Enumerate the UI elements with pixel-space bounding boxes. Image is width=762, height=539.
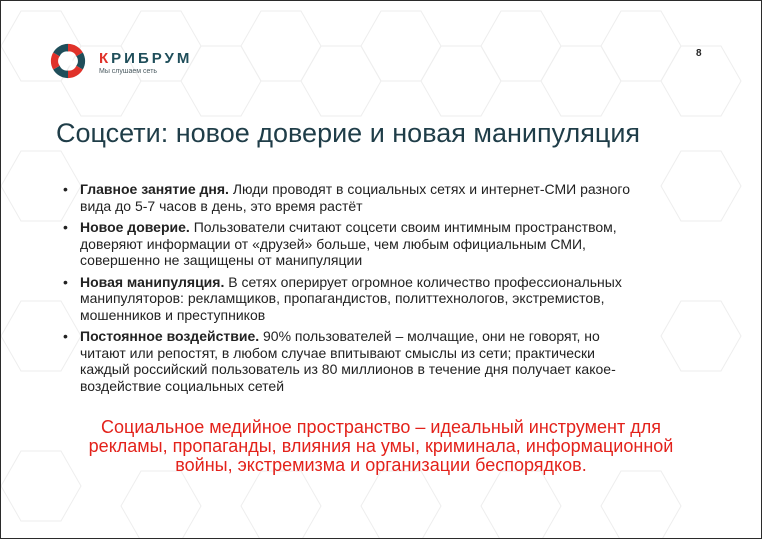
conclusion-line: Социальное медийное пространство – идеальный инструмент для	[101, 417, 661, 437]
slide-title: Соцсети: новое доверие и новая манипуляция	[56, 118, 641, 148]
bullet-line	[80, 274, 703, 291]
bullet-text: доверяют информации от «друзей» больше, чем любым официальным СМИ,	[80, 235, 586, 252]
bullet-line	[80, 219, 703, 236]
bullet-item-constant-impact	[63, 328, 703, 394]
bullet-text: Пользователи считают соцсети своим интимным пространством,	[193, 219, 617, 235]
bullet-text: воздействие социальных сетей	[80, 377, 285, 394]
bullet-title: Новое доверие.	[80, 219, 190, 235]
bullet-item-new-trust	[63, 219, 703, 269]
bullet-title: Постоянное воздействие.	[80, 328, 260, 344]
bullet-list	[63, 181, 703, 399]
bullet-title: Главное занятие дня.	[80, 181, 229, 197]
pinwheel-logo-icon	[49, 42, 87, 80]
bullet-item-main-activity	[63, 181, 703, 214]
bullet-text: мошенников и преступников	[80, 306, 266, 323]
bullet-text: читают или репостят, в любом случае впитывают смыслы из сети; практически	[80, 344, 595, 361]
brand-name-first-letter: К	[99, 50, 112, 67]
brand-name	[99, 50, 192, 67]
bullet-text: каждый российский пользователь из 80 миллионов в течение дня получает какое-	[80, 361, 616, 377]
bullet-text: 90% пользователей – молчащие, они не говорят, но	[263, 328, 600, 344]
conclusion-line: войны, экстремизма и организации беспорядков.	[175, 455, 587, 475]
bullet-title: Новая манипуляция.	[80, 273, 225, 290]
bullet-line	[80, 181, 703, 198]
brand-name-rest: РИБРУМ	[111, 50, 193, 67]
bullet-marker: •	[63, 328, 68, 344]
conclusion-line: рекламы, пропаганды, влияния на умы, криминала, информационной	[88, 436, 674, 456]
bullet-marker: •	[63, 219, 68, 235]
bullet-text: В сетях оперирует огромное количество профессиональных	[228, 273, 622, 290]
bullet-text: манипуляторов: рекламщиков, пропагандистов, политтехнологов, экстремистов,	[80, 290, 605, 306]
brand-tagline: Мы слушаем сеть	[99, 68, 158, 75]
bullet-text: Люди проводят в социальных сетях и интернет-СМИ разного	[232, 181, 631, 197]
bullet-text: совершенно не защищены от манипуляции	[80, 252, 363, 268]
bullet-text: вида до 5-7 часов в день, это время растёт	[80, 197, 363, 214]
bullet-marker: •	[63, 181, 68, 197]
conclusion-statement	[41, 418, 721, 475]
bullet-marker: •	[63, 273, 68, 290]
bullet-item-new-manipulation	[63, 274, 703, 324]
page-number: 8	[696, 48, 702, 59]
bullet-line	[80, 328, 703, 345]
